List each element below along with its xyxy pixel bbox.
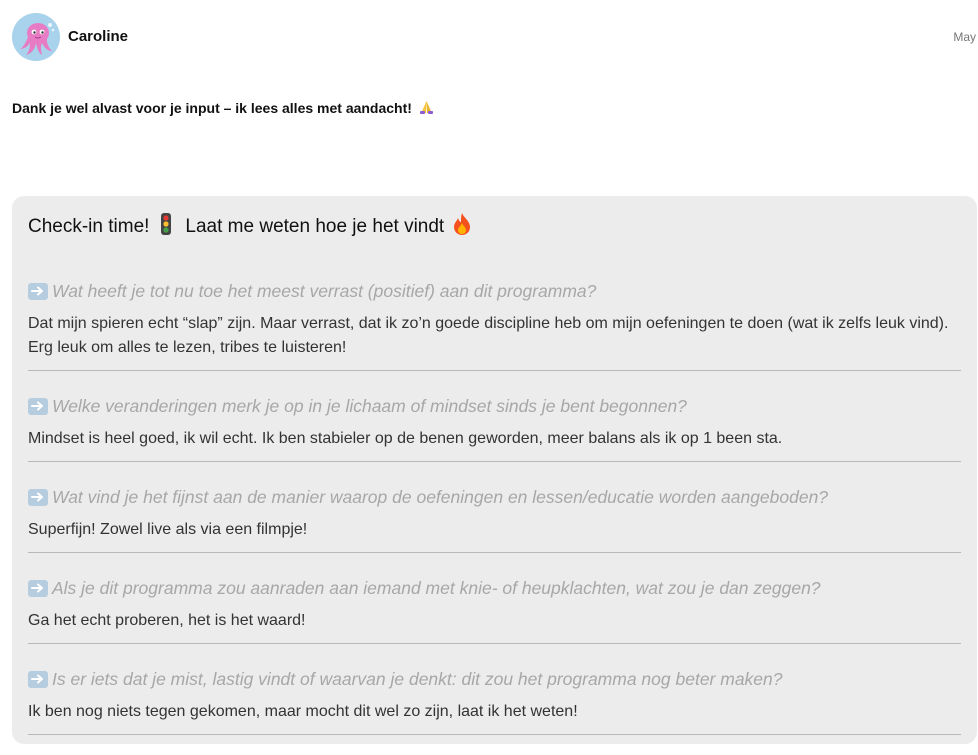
qa-item (28, 486, 961, 553)
right-arrow-icon (28, 398, 48, 415)
intro-message: Dank je wel alvast voor je input – ik lees alles met aandacht! (12, 100, 412, 116)
post-header (12, 13, 978, 61)
post-date: May (953, 30, 976, 44)
card-title (28, 213, 471, 241)
answer-text: Mindset is heel goed, ik wil echt. Ik ben stabieler op de benen geworden, meer balans als ik op 1 been sta. (28, 430, 783, 447)
right-arrow-icon (28, 580, 48, 597)
answer-text: Superfijn! Zowel live als via een filmpje! (28, 521, 308, 538)
fire-icon (453, 213, 471, 241)
question (28, 668, 961, 690)
question-text: Welke veranderingen merk je op in je lichaam of mindset sinds je bent begonnen? (52, 395, 687, 416)
octopus-avatar-icon (12, 13, 60, 61)
qa-item (28, 395, 961, 462)
question-text: Wat heeft je tot nu toe het meest verrast (positief) aan dit programma? (52, 280, 597, 301)
question-text: Is er iets dat je mist, lastig vindt of waarvan je denkt: dit zou het programma nog beter maken? (52, 668, 783, 689)
traffic-light-icon (160, 213, 172, 241)
author-name[interactable]: Caroline (68, 28, 129, 45)
qa-list (28, 280, 961, 735)
avatar[interactable] (12, 13, 60, 61)
question-text: Wat vind je het fijnst aan de manier waarop de oefeningen en lessen/educatie worden aangeboden? (52, 486, 829, 507)
card-title-part2: Laat me weten hoe je het vindt (185, 216, 445, 237)
question (28, 486, 961, 508)
question (28, 577, 961, 599)
right-arrow-icon (28, 283, 48, 300)
card-title-part1: Check-in time! (28, 216, 150, 237)
question (28, 395, 961, 417)
question (28, 280, 961, 302)
qa-item (28, 577, 961, 644)
answer-text: Ik ben nog niets tegen gekomen, maar mocht dit wel zo zijn, laat ik het weten! (28, 703, 578, 720)
right-arrow-icon (28, 671, 48, 688)
qa-item (28, 280, 961, 371)
intro-text (12, 100, 434, 116)
question-text: Als je dit programma zou aanraden aan iemand met knie- of heupklachten, wat zou je dan zeggen? (52, 577, 821, 598)
answer-text: Ga het echt proberen, het is het waard! (28, 612, 306, 629)
folded-hands-icon (419, 101, 434, 116)
qa-item (28, 668, 961, 735)
right-arrow-icon (28, 489, 48, 506)
check-in-card (12, 196, 977, 744)
answer-text: Dat mijn spieren echt “slap” zijn. Maar verrast, dat ik zo’n goede discipline heb om mijn oefeningen te doen (wat ik zelfs leuk vind). Erg leuk om alles te lezen, tribes te luisteren! (28, 315, 949, 356)
